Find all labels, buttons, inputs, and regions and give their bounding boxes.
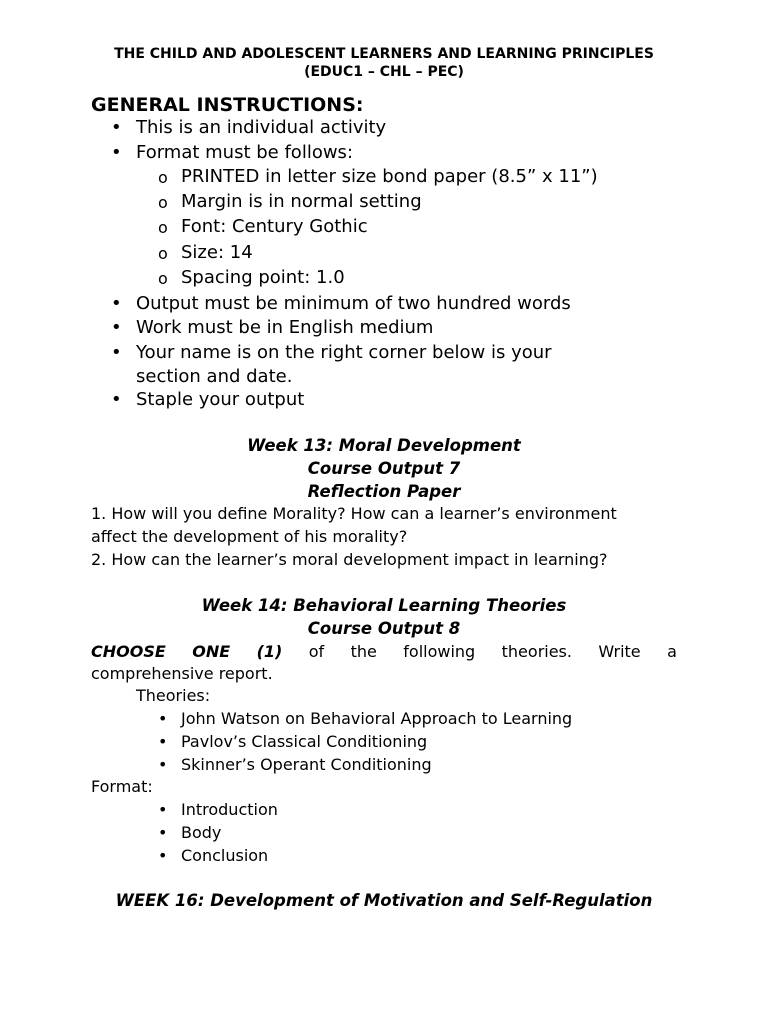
- week13-type: Reflection Paper: [307, 482, 461, 501]
- theory-item: Skinner’s Operant Conditioning: [181, 755, 432, 774]
- format-item: PRINTED in letter size bond paper (8.5” x 11”): [181, 166, 598, 187]
- week14-heading: Week 14: Behavioral Learning Theories: [201, 596, 567, 615]
- sub-bullet-icon: o: [158, 193, 168, 212]
- format-item: Size: 14: [181, 242, 253, 263]
- week13-output: Course Output 7: [307, 459, 461, 478]
- choose-instruction-continued: comprehensive report.: [91, 664, 273, 683]
- instruction-word: the: [350, 642, 377, 661]
- week16-heading: WEEK 16: Development of Motivation and Self-Regulation: [115, 891, 653, 910]
- format-item: Font: Century Gothic: [181, 216, 368, 237]
- instruction-item: Format must be follows:: [136, 142, 354, 163]
- sub-bullet-icon: o: [158, 269, 168, 288]
- format-section-item: Introduction: [181, 800, 278, 819]
- general-instructions-heading: GENERAL INSTRUCTIONS:: [91, 94, 364, 116]
- instruction-item: Your name is on the right corner below is your: [136, 342, 552, 363]
- choose-word: (1): [256, 642, 283, 661]
- course-code: (EDUC1 – CHL – PEC): [304, 64, 464, 80]
- bullet-icon: •: [111, 142, 122, 163]
- bullet-icon: •: [111, 389, 122, 410]
- bullet-icon: •: [111, 117, 122, 138]
- choose-word: CHOOSE: [91, 642, 166, 661]
- instruction-item: Output must be minimum of two hundred words: [136, 293, 571, 314]
- format-section-item: Body: [181, 823, 222, 842]
- sub-bullet-icon: o: [158, 218, 168, 237]
- format-item: Margin is in normal setting: [181, 191, 422, 212]
- instruction-item-continued: section and date.: [136, 366, 293, 387]
- choose-instruction: [91, 641, 677, 663]
- instruction-item: Staple your output: [136, 389, 305, 410]
- theory-item: Pavlov’s Classical Conditioning: [181, 732, 428, 751]
- instruction-item: This is an individual activity: [136, 117, 387, 138]
- theories-label: Theories:: [136, 686, 211, 705]
- document-title: THE CHILD AND ADOLESCENT LEARNERS AND LEARNING PRINCIPLES: [114, 46, 654, 62]
- format-item: Spacing point: 1.0: [181, 267, 345, 288]
- bullet-icon: •: [158, 846, 168, 865]
- choose-word: ONE: [192, 642, 231, 661]
- bullet-icon: •: [158, 709, 168, 728]
- sub-bullet-icon: o: [158, 244, 168, 263]
- instruction-word: of: [308, 642, 325, 661]
- format-label: Format:: [91, 777, 153, 796]
- bullet-icon: •: [111, 317, 122, 338]
- week13-heading: Week 13: Moral Development: [247, 436, 521, 455]
- question-1: 1. How will you define Morality? How can a learner’s environment: [91, 504, 617, 523]
- bullet-icon: •: [158, 800, 168, 819]
- question-1-continued: affect the development of his morality?: [91, 527, 408, 546]
- instruction-word: a: [667, 642, 677, 661]
- bullet-icon: •: [158, 732, 168, 751]
- bullet-icon: •: [158, 755, 168, 774]
- instruction-word: theories.: [501, 642, 572, 661]
- theory-item: John Watson on Behavioral Approach to Learning: [181, 709, 573, 728]
- instruction-word: following: [403, 642, 476, 661]
- question-2: 2. How can the learner’s moral development impact in learning?: [91, 550, 608, 569]
- week14-output: Course Output 8: [307, 619, 461, 638]
- instruction-item: Work must be in English medium: [136, 317, 434, 338]
- bullet-icon: •: [111, 342, 122, 363]
- bullet-icon: •: [158, 823, 168, 842]
- bullet-icon: •: [111, 293, 122, 314]
- sub-bullet-icon: o: [158, 168, 168, 187]
- instruction-word: Write: [598, 642, 641, 661]
- format-section-item: Conclusion: [181, 846, 269, 865]
